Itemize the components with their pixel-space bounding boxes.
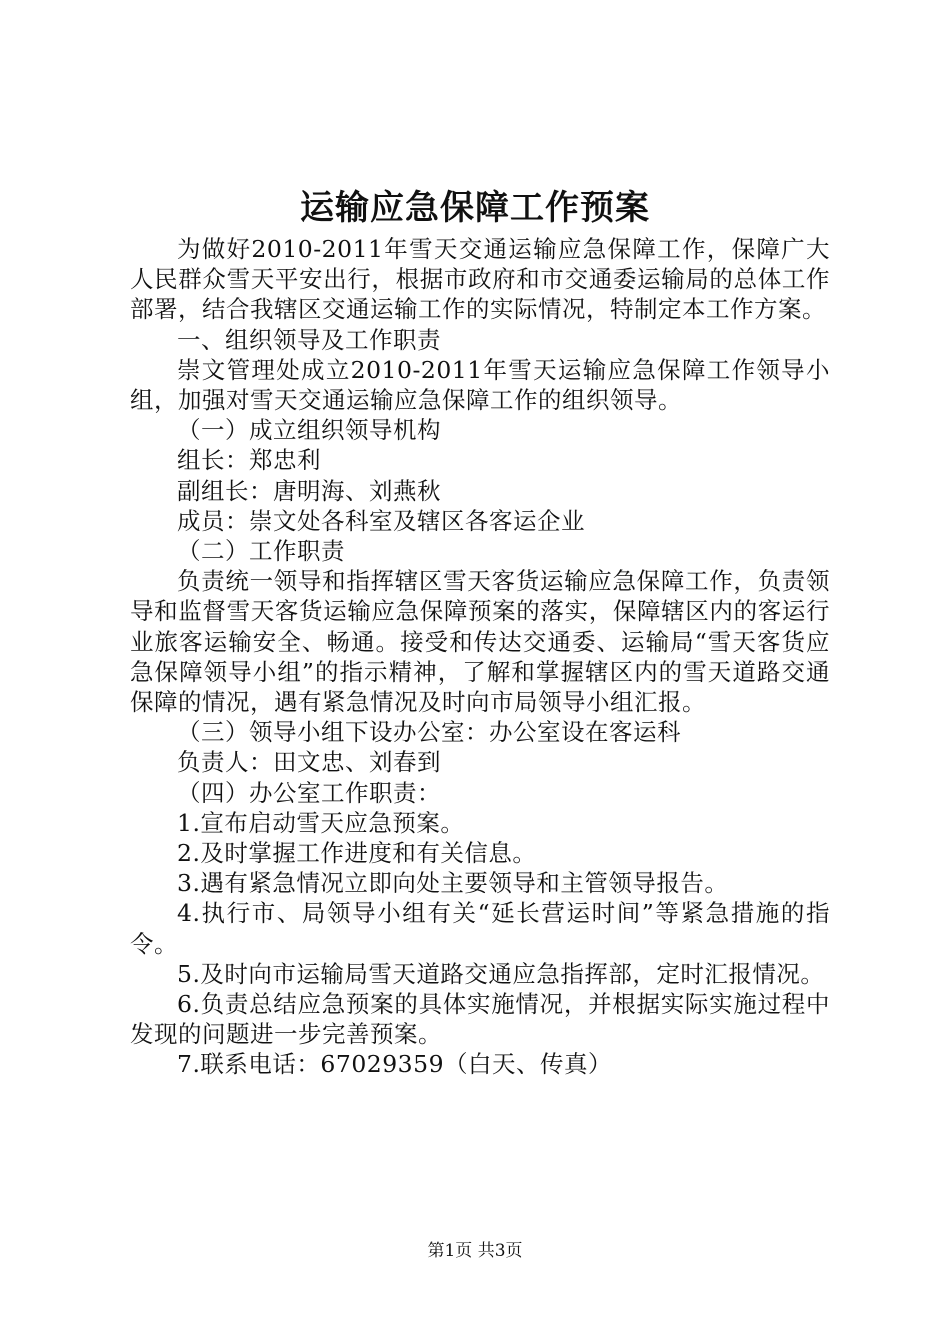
group-leader-line: 组长：郑忠利 — [177, 446, 321, 475]
list-item: 4.执行市、局领导小组有关“延长营运时间”等紧急措施的指令。 — [130, 899, 830, 958]
page-footer: 第1页 共3页 — [427, 1241, 523, 1261]
list-item: 6.负责总结应急预案的具体实施情况，并根据实际实施过程中发现的问题进一步完善预案。 — [130, 990, 830, 1049]
paragraph-duties: 负责统一领导和指挥辖区雪天客货运输应急保障工作，负责领导和监督雪天客货运输应急保障预案的落实，保障辖区内的客运行业旅客运输安全、畅通。接受和传达交通委、运输局“雪天客货应急保障领导小组”的指示精神，了解和掌握辖区内的雪天道路交通保障的情况，遇有紧急情况及时向市局领导小组汇报。 — [130, 567, 830, 717]
subsection-heading-1: （一）成立组织领导机构 — [177, 416, 441, 445]
subsection-heading-2: （二）工作职责 — [177, 537, 345, 566]
paragraph-leadership-group: 崇文管理处成立2010-2011年雪天运输应急保障工作领导小组，加强对雪天交通运输应急保障工作的组织领导。 — [130, 355, 830, 415]
document-body — [130, 234, 830, 1080]
list-item: 5.及时向市运输局雪天道路交通应急指挥部，定时汇报情况。 — [177, 959, 825, 988]
list-item: 3.遇有紧急情况立即向处主要领导和主管领导报告。 — [177, 869, 729, 898]
list-item: 2.及时掌握工作进度和有关信息。 — [177, 839, 537, 868]
members-line: 成员：崇文处各科室及辖区各客运企业 — [177, 506, 585, 535]
list-item: 1.宣布启动雪天应急预案。 — [177, 808, 465, 837]
responsible-persons-line: 负责人：田文忠、刘春到 — [177, 748, 441, 777]
list-item: 7.联系电话：67029359（白天、传真） — [177, 1050, 613, 1079]
subsection-heading-3: （三）领导小组下设办公室：办公室设在客运科 — [177, 718, 681, 747]
subsection-heading-4: （四）办公室工作职责： — [177, 778, 441, 807]
document-title: 运输应急保障工作预案 — [300, 188, 650, 228]
deputy-leader-line: 副组长：唐明海、刘燕秋 — [177, 476, 441, 505]
section-heading-1: 一、组织领导及工作职责 — [177, 325, 441, 354]
paragraph-intro: 为做好2010-2011年雪天交通运输应急保障工作，保障广大人民群众雪天平安出行，根据市政府和市交通委运输局的总体工作部署，结合我辖区交通运输工作的实际情况，特制定本工作方案。 — [130, 235, 830, 324]
